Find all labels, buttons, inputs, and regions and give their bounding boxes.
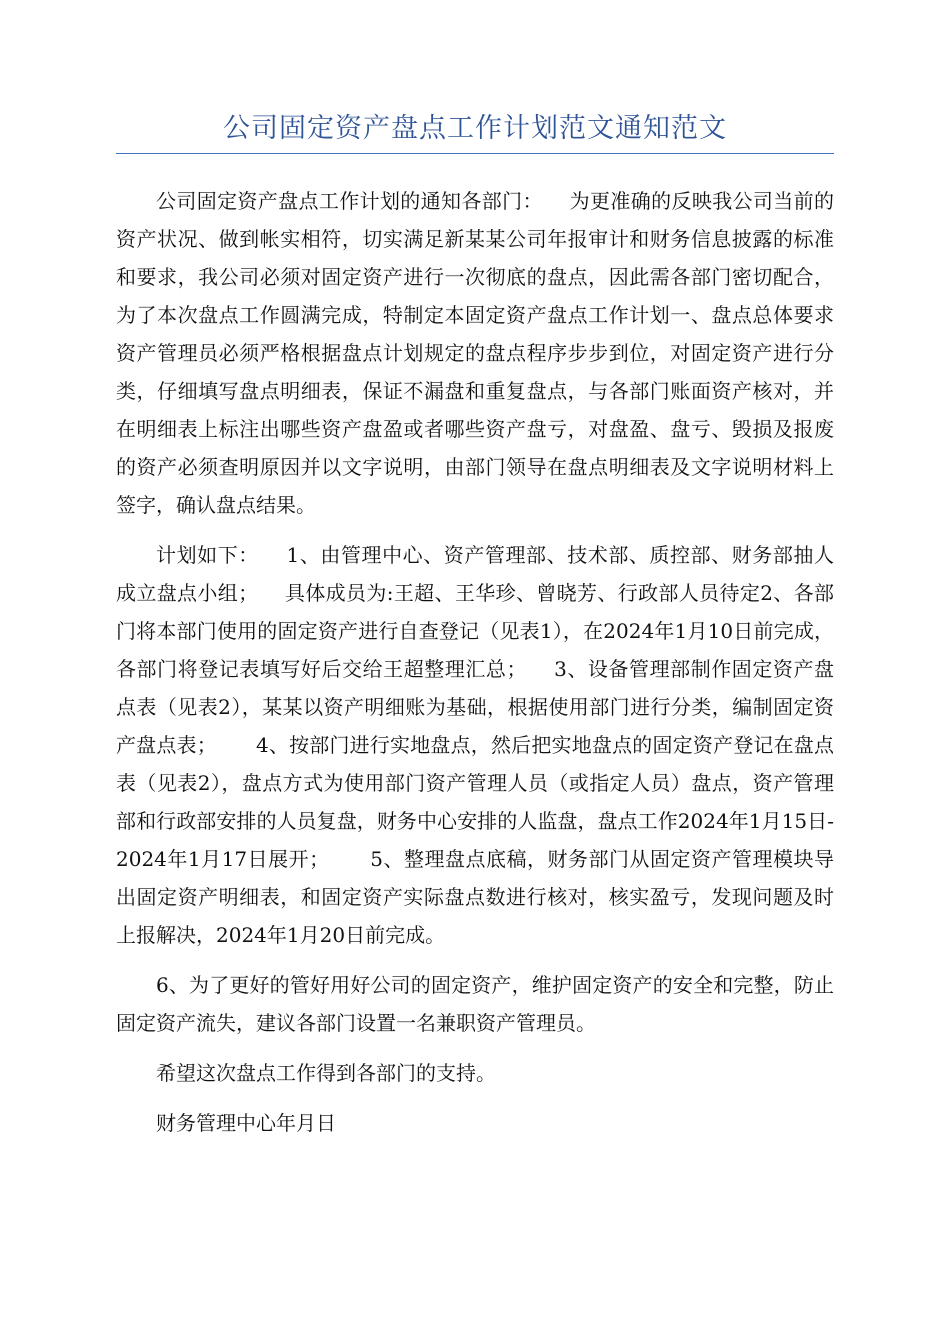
paragraph-plan-steps: 计划如下： 1、由管理中心、资产管理部、技术部、质控部、财务部抽人成立盘点小组； 具体成员为:王超、王华珍、曾晓芳、行政部人员待定2、各部门将本部门使用的固定资产进行自查登记（见表1），在2024年1月10日前完成，各部门将登记表填写好后交给王超整理汇总； 3、设备管理部制作固定资产盘点表（见表2），某某以资产明细账为基础，根据使用部门进行分类，编制固定资产盘点表； 4、按部门进行实地盘点，然后把实地盘点的固定资产登记在盘点表（见表2），盘点方式为使用部门资产管理人员（或指定人员）盘点，资产管理部和行政部安排的人员复盘，财务中心安排的人监盘，盘点工作2024年1月15日-2024年1月17日展开； 5、整理盘点底稿，财务部门从固定资产管理模块导出固定资产明细表，和固定资产实际盘点数进行核对，核实盈亏，发现问题及时上报解决，2024年1月20日前完成。 xyxy=(116,543,834,947)
paragraph-closing-wish: 希望这次盘点工作得到各部门的支持。 xyxy=(156,1061,496,1085)
document-title: 公司固定资产盘点工作计划范文通知范文 xyxy=(223,113,727,144)
paragraph-notice-intro: 公司固定资产盘点工作计划的通知各部门： 为更准确的反映我公司当前的资产状况、做到帐实相符，切实满足新某某公司年报审计和财务信息披露的标准和要求，我公司必须对固定资产进行一次彻底的盘点，因此需各部门密切配合，为了本次盘点工作圆满完成，特制定本固定资产盘点工作计划一、盘点总体要求资产管理员必须严格根据盘点计划规定的盘点程序步步到位，对固定资产进行分类，仔细填写盘点明细表，保证不漏盘和重复盘点，与各部门账面资产核对，并在明细表上标注出哪些资产盘盈或者哪些资产盘亏，对盘盈、盘亏、毁损及报废的资产必须查明原因并以文字说明，由部门领导在盘点明细表及文字说明材料上签字，确认盘点结果。 xyxy=(116,189,834,517)
document-page xyxy=(116,108,834,1154)
document-body xyxy=(116,182,834,1142)
paragraph-signature: 财务管理中心年月日 xyxy=(156,1111,336,1135)
paragraph-asset-manager: 6、为了更好的管好用好公司的固定资产，维护固定资产的安全和完整，防止固定资产流失，建议各部门设置一名兼职资产管理员。 xyxy=(116,973,834,1035)
title-underline xyxy=(116,153,834,154)
